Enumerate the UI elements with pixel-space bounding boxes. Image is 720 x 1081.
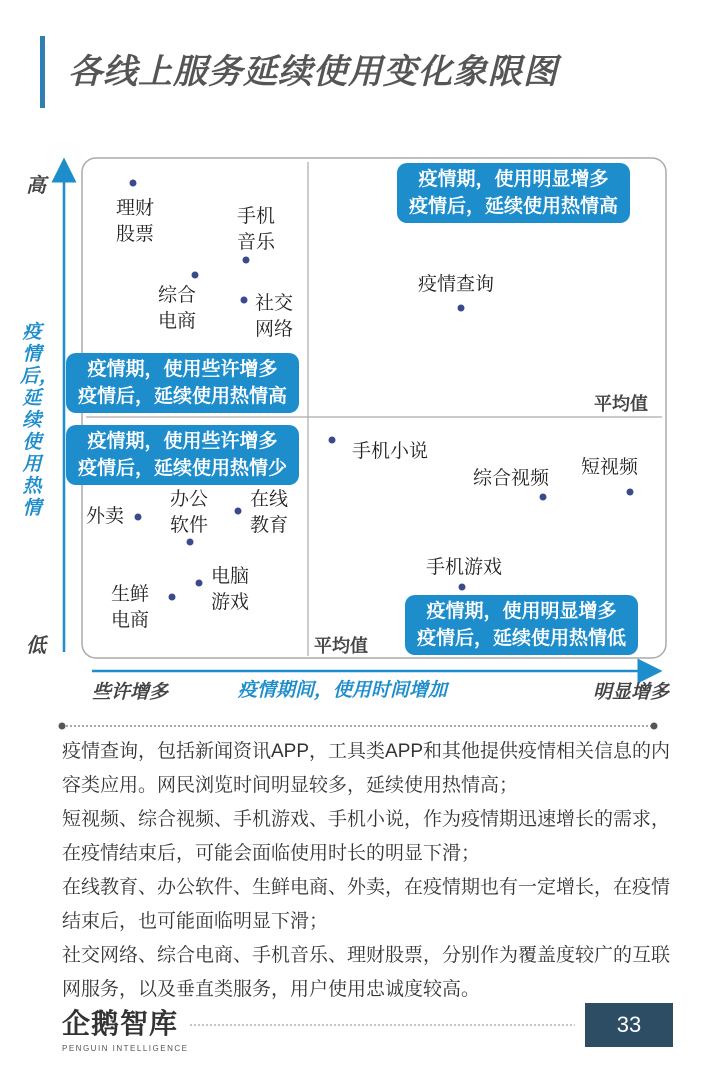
point-dot	[241, 297, 248, 304]
point-label: 生鲜 电商	[111, 584, 150, 631]
point-label: 在线 教育	[250, 489, 289, 536]
y-low-label: 低	[26, 635, 46, 657]
point-label: 综合 电商	[158, 285, 197, 332]
note-top-right-line2: 疫情后，延续使用热情高	[409, 196, 619, 217]
x-axis-title: 疫情期间，使用时间增加	[238, 680, 448, 701]
point-label: 理财 股票	[116, 198, 155, 245]
point-label: 电脑 游戏	[211, 566, 250, 613]
note-bottom-right-line1: 疫情期，使用明显增多	[426, 601, 617, 622]
point-label: 手机小说	[352, 441, 429, 462]
page-number: 33	[585, 1003, 673, 1047]
point-dot	[192, 272, 199, 279]
point-label: 手机游戏	[426, 557, 503, 578]
note-bottom-right-line2: 疫情后，延续使用热情低	[417, 628, 627, 649]
point-label: 综合视频	[473, 468, 550, 489]
y-axis-title: 疫情后，延续使用热情	[20, 322, 59, 519]
point-dot	[627, 489, 634, 496]
x-low-label: 些许增多	[92, 682, 169, 703]
note-top-left-line1: 疫情期，使用些许增多	[87, 359, 278, 380]
logo	[62, 1002, 188, 1053]
avg-label-horizontal: 平均值	[594, 394, 648, 414]
point-dot	[243, 257, 250, 264]
x-high-label: 明显增多	[593, 682, 670, 703]
point-dot	[130, 180, 137, 187]
point-label: 社交 网络	[255, 293, 294, 340]
note-top-right-line1: 疫情期，使用明显增多	[418, 169, 609, 190]
separator-line	[0, 716, 720, 736]
point-dot	[135, 514, 142, 521]
note-top-left	[66, 353, 299, 413]
point-label: 办公 软件	[170, 489, 209, 536]
description-para-1: 疫情查询，包括新闻资讯APP，工具类APP和其他提供疫情相关信息的内容类应用。网民浏览时间明显较多，延续使用热情高；	[62, 741, 671, 796]
point-label: 短视频	[581, 457, 639, 478]
description	[62, 735, 682, 1007]
logo-subtext: PENGUIN INTELLIGENCE	[62, 1044, 189, 1053]
avg-label-vertical: 平均值	[314, 636, 368, 656]
point-label: 手机 音乐	[237, 206, 276, 253]
note-bottom-left-line1: 疫情期，使用些许增多	[87, 431, 278, 452]
description-para-2: 短视频、综合视频、手机游戏、手机小说，作为疫情期迅速增长的需求，在疫情结束后，可能会面临使用时长的明显下滑；	[62, 809, 671, 864]
note-bottom-right	[405, 595, 638, 655]
point-dot	[196, 580, 203, 587]
logo-text: 企鹅智库	[62, 1008, 179, 1039]
point-dot	[235, 508, 242, 515]
point-dot	[329, 437, 336, 444]
description-para-4: 社交网络、综合电商、手机音乐、理财股票，分别作为覆盖度较广的互联网服务，以及垂直类服务，用户使用忠诚度较高。	[62, 945, 671, 1000]
point-label: 外卖	[86, 506, 125, 527]
point-dot	[458, 305, 465, 312]
point-dot	[459, 584, 466, 591]
note-bottom-left-line2: 疫情后，延续使用热情少	[78, 458, 288, 479]
note-top-right	[397, 163, 630, 223]
point-label: 疫情查询	[418, 274, 495, 295]
note-top-left-line2: 疫情后，延续使用热情高	[78, 386, 288, 407]
y-high-label: 高	[26, 175, 46, 197]
point-dot	[540, 494, 547, 501]
description-para-3: 在线教育、办公软件、生鲜电商、外卖，在疫情期也有一定增长，在疫情结束后，也可能面临明显下滑；	[62, 877, 671, 932]
footer-dotted-line	[190, 1020, 590, 1030]
note-bottom-left	[66, 425, 299, 485]
point-dot	[169, 594, 176, 601]
point-dot	[187, 539, 194, 546]
page-title: 各线上服务延续使用变化象限图	[68, 53, 558, 91]
